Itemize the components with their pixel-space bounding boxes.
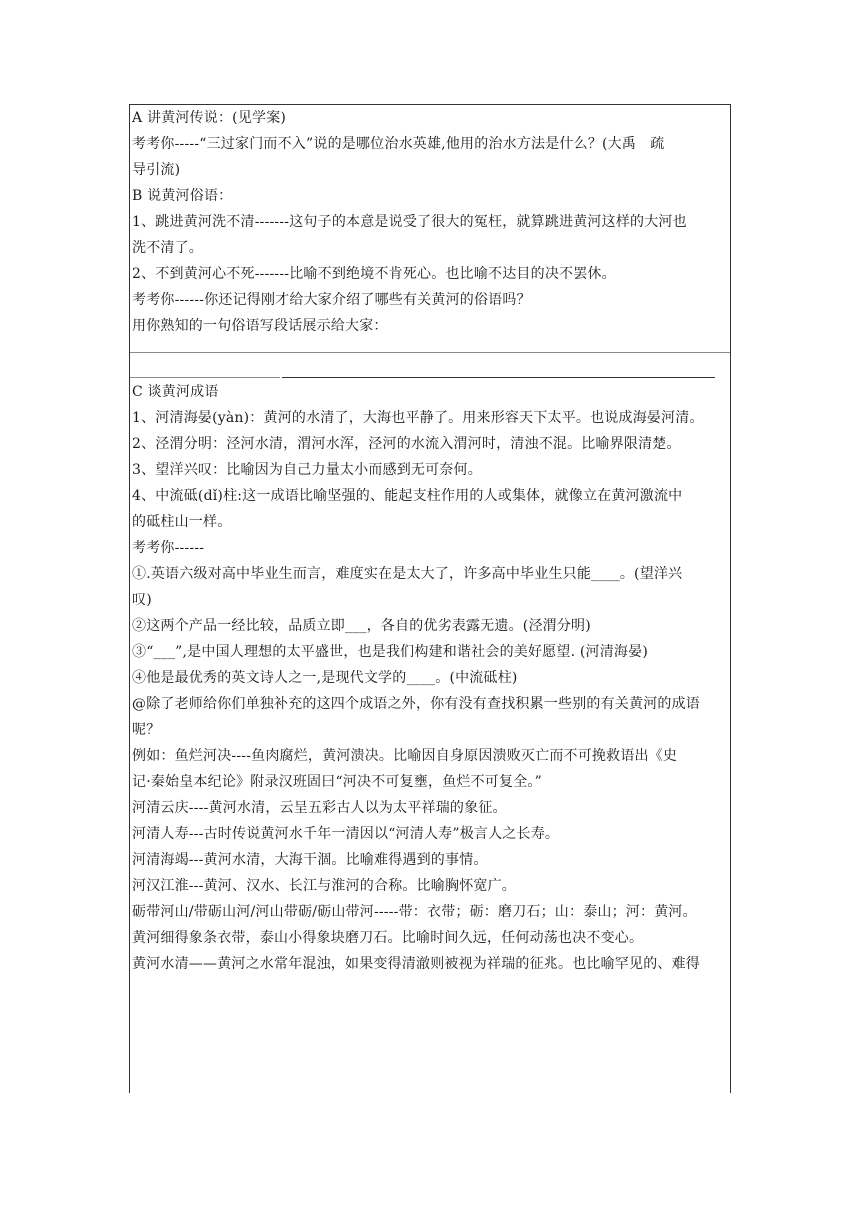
example-line: 河清海竭---黄河水清，大海干涸。比喻难得遇到的事情。 [132, 852, 488, 868]
answer-line [130, 377, 280, 378]
idiom-line: 2、泾渭分明：泾河水清，渭河水浑，泾河的水流入渭河时，清浊不混。比喻界限清楚。 [132, 436, 681, 452]
proverb-item: 2、不到黄河心不死-------比喻不到绝境不肯死心。也比喻不达目的决不罢休。 [132, 266, 616, 282]
example-line: 记·秦始皇本纪论》附录汉班固曰“河决不可复壅，鱼烂不可复全。” [132, 774, 542, 790]
quiz-line: ③“___”,是中国人理想的太平盛世，也是我们构建和谐社会的美好愿望. (河清海晏) [132, 644, 648, 660]
section-b-heading: B 说黄河俗语： [132, 188, 233, 204]
section-c [130, 379, 730, 977]
idiom-line: 4、中流砥(dǐ)柱:这一成语比喻坚强的、能起支柱作用的人或集体，就像立在黄河激流中 [132, 488, 683, 504]
quiz-line: 呢？ [132, 722, 161, 738]
quiz-line: ④他是最优秀的英文诗人之一,是现代文学的____。(中流砥柱) [132, 670, 518, 686]
section-c-heading: C 谈黄河成语 [132, 384, 219, 400]
section-c-quiz-heading: 考考你------ [132, 540, 205, 556]
answer-line [282, 377, 715, 378]
example-line: 河清云庆----黄河水清，云呈五彩古人以为太平祥瑞的象征。 [132, 800, 507, 816]
answer-writing-lines [130, 339, 730, 379]
answer-line [130, 352, 730, 353]
section-a-quiz-line: 考考你-----“三过家门而不入”说的是哪位治水英雄,他用的治水方法是什么？(大禹 疏 [132, 136, 665, 152]
quiz-line: 叹) [132, 592, 152, 608]
quiz-line: ①.英语六级对高中毕业生而言，难度实在是太大了，许多高中毕业生只能____。(望洋兴 [132, 566, 683, 582]
proverb-item: 1、跳进黄河洗不清-------这句子的本意是说受了很大的冤枉，就算跳进黄河这样的大河也 [132, 214, 687, 230]
example-line: 河清人寿---古时传说黄河水千年一清因以“河清人寿”极言人之长寿。 [132, 826, 560, 842]
idiom-line: 的砥柱山一样。 [132, 514, 232, 530]
example-line: 例如：鱼烂河决----鱼肉腐烂，黄河溃决。比喻因自身原因溃败灭亡而不可挽救语出《史 [132, 748, 678, 764]
example-line: 河汉江淮---黄河、汉水、长江与淮河的合称。比喻胸怀宽广。 [132, 878, 516, 894]
quiz-line: ②这两个产品一经比较，品质立即___，各自的优劣表露无遗。(泾渭分明) [132, 618, 591, 634]
example-line: 砺带河山/带砺山河/河山带砺/砺山带河-----带：衣带；砺：磨刀石；山：泰山；河：黄河。 [132, 904, 697, 920]
proverb-item: 洗不清了。 [132, 240, 203, 256]
section-b-quiz: 考考你------你还记得刚才给大家介绍了哪些有关黄河的俗语吗？ [132, 292, 531, 308]
example-line: 黄河水清——黄河之水常年混浊，如果变得清澈则被视为祥瑞的征兆。也比喻罕见的、难得 [132, 956, 700, 972]
section-a-quiz-line: 导引流) [132, 162, 181, 178]
section-a-heading: A 讲黄河传说：(见学案) [132, 110, 287, 126]
section-a [130, 105, 730, 183]
idiom-line: 3、望洋兴叹：比喻因为自己力量太小而感到无可奈何。 [132, 462, 482, 478]
example-line: 黄河细得象条衣带，泰山小得象块磨刀石。比喻时间久远，任何动荡也决不变心。 [132, 930, 644, 946]
section-b [130, 183, 730, 339]
section-b-prompt: 用你熟知的一句俗语写段话展示给大家： [132, 318, 388, 334]
content-table-cell [129, 104, 731, 1093]
quiz-line: @除了老师给你们单独补充的这四个成语之外，你有没有查找积累一些别的有关黄河的成语 [132, 696, 700, 712]
idiom-line: 1、河清海晏(yàn)：黄河的水清了，大海也平静了。用来形容天下太平。也说成海晏河清。 [132, 410, 704, 426]
